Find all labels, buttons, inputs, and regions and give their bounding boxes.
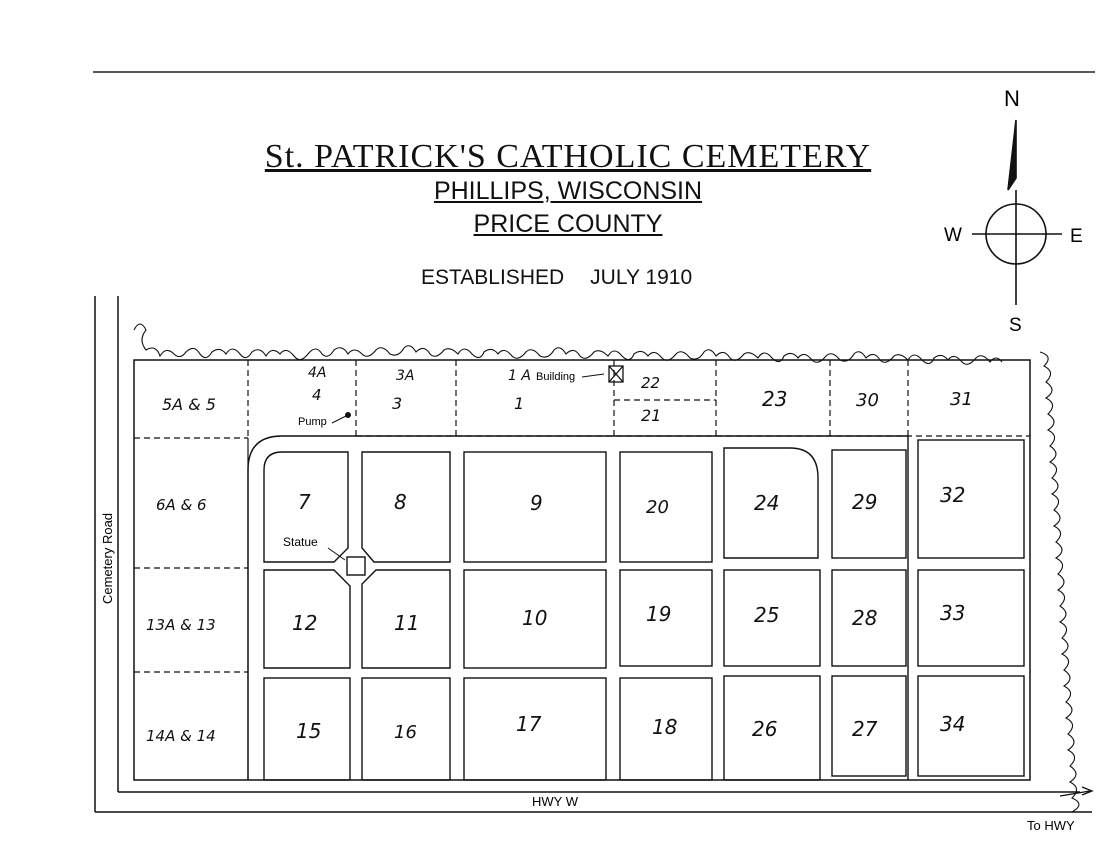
tree-line-east bbox=[1040, 352, 1079, 812]
pump-label: Pump bbox=[298, 416, 327, 428]
pump-pointer-icon bbox=[332, 416, 346, 423]
section-32-block bbox=[918, 440, 1024, 558]
hwy-w-label: HWY W bbox=[532, 794, 578, 809]
section-label: 11 bbox=[394, 611, 420, 635]
section-33-block bbox=[918, 570, 1024, 666]
established-label: ESTABLISHED bbox=[421, 266, 565, 289]
established-line bbox=[421, 266, 692, 290]
section-label: 33 bbox=[940, 601, 966, 625]
statue-icon bbox=[347, 557, 365, 575]
compass-north: N bbox=[1004, 86, 1020, 111]
section-label: 32 bbox=[940, 483, 966, 507]
section-label: 22 bbox=[641, 374, 661, 392]
compass-rose bbox=[972, 120, 1062, 305]
section-label: 26 bbox=[752, 717, 778, 741]
section-label: 25 bbox=[754, 603, 780, 627]
section-label: 18 bbox=[652, 715, 678, 739]
section-label: 6A & 6 bbox=[156, 496, 207, 514]
section-label: 28 bbox=[852, 606, 878, 630]
section-label: 10 bbox=[522, 606, 548, 630]
compass-south: S bbox=[1009, 315, 1022, 336]
county-subtitle: PRICE COUNTY bbox=[473, 210, 663, 238]
section-label: 30 bbox=[856, 390, 879, 411]
cemetery-road-label: Cemetery Road bbox=[100, 512, 115, 604]
section-label: 29 bbox=[852, 490, 878, 514]
section-34-block bbox=[918, 676, 1024, 776]
section-label: 24 bbox=[754, 491, 780, 515]
section-label: 19 bbox=[646, 602, 672, 626]
section-label: 12 bbox=[292, 611, 318, 635]
north-row-dividers bbox=[134, 360, 1030, 438]
section-label: 4A bbox=[308, 365, 327, 381]
section-label: 4 bbox=[312, 386, 322, 404]
building-label: Building bbox=[536, 371, 576, 383]
statue-label: Statue bbox=[283, 535, 318, 549]
section-label: 9 bbox=[530, 491, 543, 515]
section-label: 13A & 13 bbox=[146, 616, 216, 634]
section-label: 34 bbox=[940, 712, 966, 736]
loop-road-outer bbox=[248, 436, 908, 780]
city-subtitle: PHILLIPS, WISCONSIN bbox=[433, 177, 703, 205]
section-grid bbox=[248, 436, 1024, 780]
section-label: 1 bbox=[514, 394, 525, 413]
to-hwy-label: To HWY bbox=[1027, 818, 1075, 833]
section-label: 8 bbox=[394, 490, 407, 514]
established-date: JULY 1910 bbox=[590, 266, 693, 289]
north-arrow-icon bbox=[1008, 120, 1016, 190]
compass-east: E bbox=[1070, 226, 1083, 247]
cemetery-title: St. PATRICK'S CATHOLIC CEMETERY bbox=[264, 138, 872, 175]
section-label: 3A bbox=[396, 368, 415, 384]
section-label: 15 bbox=[296, 719, 322, 743]
section-label: 7 bbox=[298, 490, 311, 514]
tree-line-north bbox=[134, 324, 1002, 364]
section-label: 14A & 14 bbox=[146, 727, 216, 745]
section-label: 31 bbox=[950, 389, 973, 410]
section-label: 3 bbox=[392, 394, 403, 413]
pump-icon bbox=[345, 412, 351, 418]
section-labels bbox=[146, 365, 973, 745]
compass-west: W bbox=[944, 225, 962, 246]
section-label: 17 bbox=[516, 712, 542, 736]
section-label: 21 bbox=[641, 406, 662, 425]
section-label: 20 bbox=[646, 497, 669, 518]
section-label: 27 bbox=[852, 717, 878, 741]
section-label: 23 bbox=[762, 387, 788, 411]
building-pointer-icon bbox=[582, 374, 604, 377]
section-label: 1 A bbox=[508, 368, 531, 384]
building-icon bbox=[609, 366, 623, 382]
section-label: 16 bbox=[394, 722, 417, 743]
section-label: 5A & 5 bbox=[162, 395, 216, 414]
